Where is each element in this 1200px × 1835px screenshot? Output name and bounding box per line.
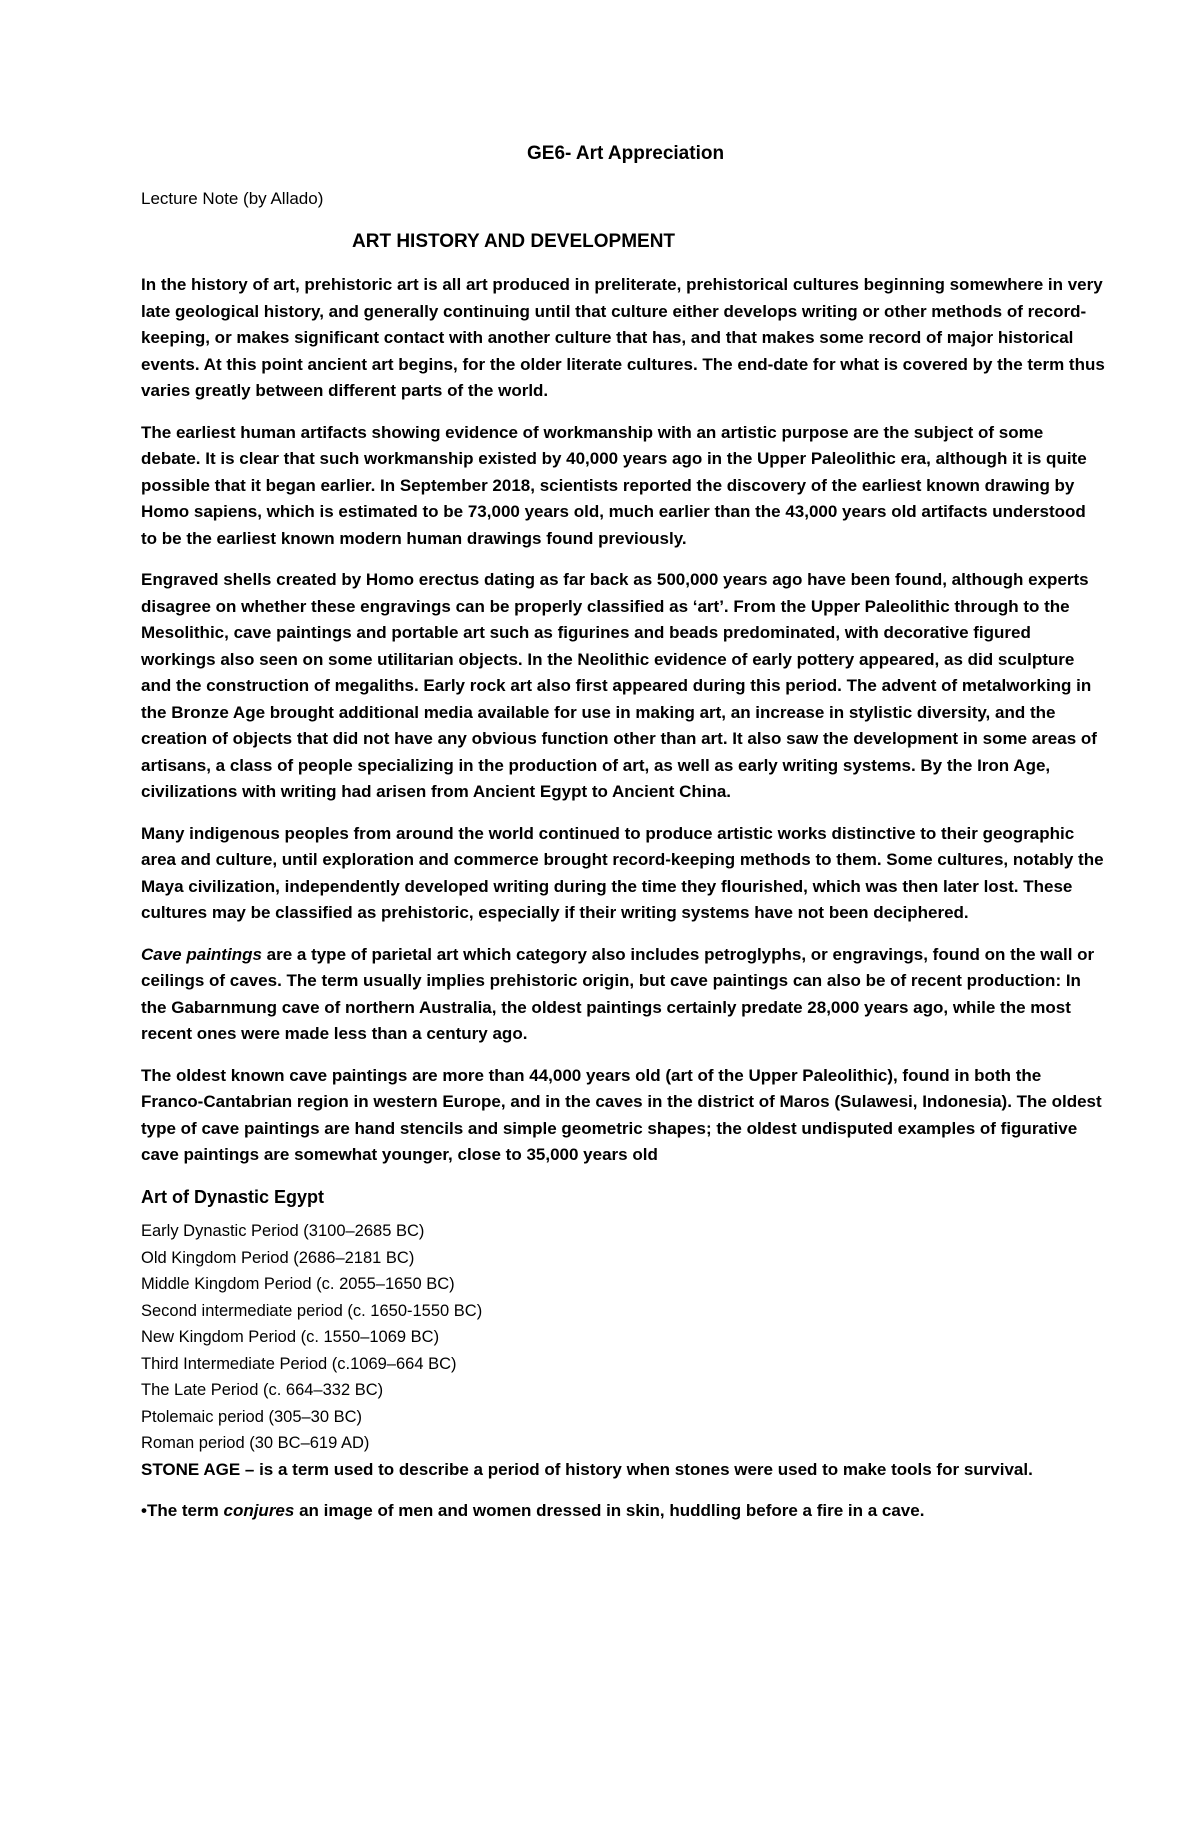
list-item: The Late Period (c. 664–332 BC) [141,1381,384,1399]
lecture-note-label: Lecture Note (by Allado) [141,189,324,208]
bullet-suffix: an image of men and women dressed in skin, huddling before a fire in a cave. [294,1501,925,1520]
paragraph-engraved-shells: Engraved shells created by Homo erectus dating as far back as 500,000 years ago have been found, although experts disagree on whether these engravings can be properly classified as ‘art’. From the Upper Paleolithic through to the Mesolithic, cave paintings and portable art such as figurines and beads predominated, with decorative figured workings also seen on some utilitarian objects. In the Neolithic evidence of early pottery appeared, as did sculpture and the construction of megaliths. Early rock art also first appeared during this period. The advent of metalworking in the Bronze Age brought additional media available for use in making art, an increase in stylistic diversity, and the creation of objects that did not have any obvious function other than art. It also saw the development in some areas of artisans, a class of people specializing in the production of art, as well as early writing systems. By the Iron Age, civilizations with writing had arisen from Ancient Egypt to Ancient China. [141,570,1097,801]
list-item: Roman period (30 BC–619 AD) [141,1434,370,1452]
list-item: New Kingdom Period (c. 1550–1069 BC) [141,1328,440,1346]
list-item: Old Kingdom Period (2686–2181 BC) [141,1248,415,1267]
list-item: Second intermediate period (c. 1650-1550 BC) [141,1301,483,1320]
list-item: Early Dynastic Period (3100–2685 BC) [141,1222,425,1240]
egypt-period-list [141,1218,1106,1457]
egypt-heading: Art of Dynastic Egypt [141,1186,325,1207]
paragraph-prehistoric-art: In the history of art, prehistoric art is all art produced in preliterate, prehistorical cultures beginning somewhere in very late geological history, and generally continuing until that culture either develops writing or other methods of record-keeping, or makes significant contact with another culture that has, and that makes some record of major historical events. At this point ancient art begins, for the older literate cultures. The end-date for what is covered by the term thus varies greatly between different parts of the world. [141,275,1105,400]
paragraph-oldest-cave-paintings: The oldest known cave paintings are more than 44,000 years old (art of the Upper Paleolithic), found in both the Franco-Cantabrian region in western Europe, and in the caves in the district of Maros (Sulawesi, Indonesia). The oldest type of cave paintings are hand stencils and simple geometric shapes; the oldest undisputed examples of figurative cave paintings are somewhat younger, close to 35,000 years old [141,1065,1102,1164]
cave-paintings-term: Cave paintings [141,944,262,964]
document-body [141,272,1106,1525]
stone-age-definition: STONE AGE – is a term used to describe a period of history when stones were used to make tools for survival. [141,1459,1033,1479]
bullet-dot: • [141,1501,147,1520]
bullet-prefix: The term [146,1501,224,1520]
bullet-emphasis: conjures [223,1501,295,1520]
list-item: Third Intermediate Period (c.1069–664 BC) [141,1354,457,1373]
paragraph-cave-paintings [141,942,1106,1048]
list-item: Ptolemaic period (305–30 BC) [141,1407,363,1426]
main-heading: ART HISTORY AND DEVELOPMENT [352,231,676,252]
paragraph-earliest-artifacts: The earliest human artifacts showing evidence of workmanship with an artistic purpose are the subject of some debate. It is clear that such workmanship existed by 40,000 years ago in the Upper Paleolithic era, although it is quite possible that it began earlier. In September 2018, scientists reported the discovery of the earliest known drawing by Homo sapiens, which is estimated to be 73,000 years old, much earlier than the 43,000 years old artifacts understood to be the earliest known modern human drawings found previously. [141,422,1087,548]
paragraph-indigenous-peoples: Many indigenous peoples from around the world continued to produce artistic works distinctive to their geographic area and culture, until exploration and commerce brought record-keeping methods to them. Some cultures, notably the Maya civilization, independently developed writing during the time they flourished, which was then later lost. These cultures may be classified as prehistoric, especially if their writing systems have not been deciphered. [141,823,1104,922]
list-item: Middle Kingdom Period (c. 2055–1650 BC) [141,1275,455,1293]
bullet-conjures-line [141,1498,1106,1525]
course-title: GE6- Art Appreciation [527,143,725,164]
cave-paintings-text: are a type of parietal art which category also includes petroglyphs, or engravings, found on the wall or ceilings of caves. The term usually implies prehistoric origin, but cave paintings can also be of recent production: In the Gabarnmung cave of northern Australia, the oldest paintings certainly predate 28,000 years ago, while the most recent ones were made less than a century ago. [141,944,1095,1043]
